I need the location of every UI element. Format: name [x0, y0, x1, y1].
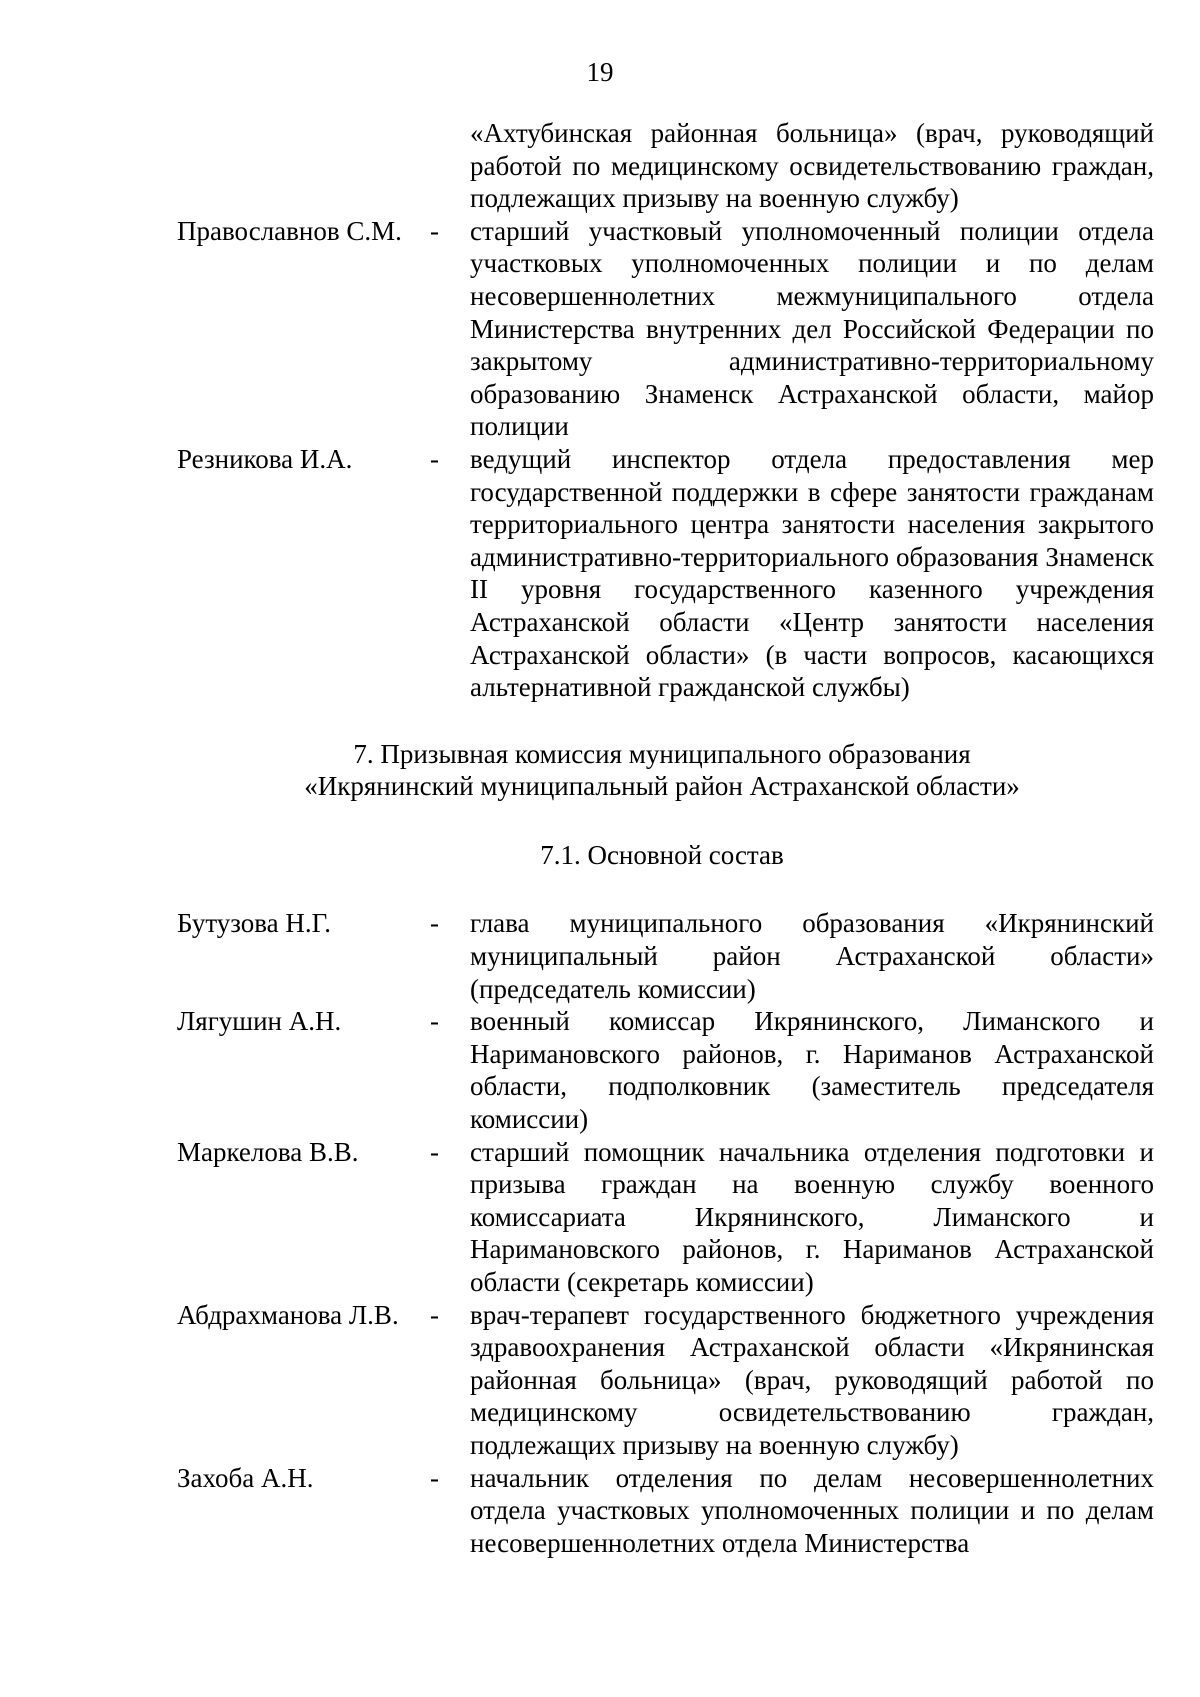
- member-name: Бутузова Н.Г.: [177, 908, 331, 939]
- member-description: ведущий инспектор отдела предоставления мер государственной поддержки в сфере занятости гражданам территориального центра занятости населения закрытого административно-территориального образования Знаменск II уровня государственного казенного учреждения Астраханской области «Центр занятости населения Астраханской области» (в части вопросов, касающихся альтернативной гражданской службы): [470, 443, 1154, 703]
- member-dash: -: [430, 908, 439, 939]
- member-row: [177, 215, 1157, 443]
- member-description: «Ахтубинская районная больница» (врач, руководящий работой по медицинскому освидетельствованию граждан, подлежащих призыву на военную службу): [470, 118, 1154, 214]
- page-number: 19: [586, 57, 614, 87]
- subsection-title: 7.1. Основной состав: [540, 839, 784, 870]
- member-name: Резникова И.А.: [177, 443, 353, 474]
- member-row: [177, 443, 1157, 704]
- member-dash: -: [430, 1462, 439, 1493]
- document-body: [177, 117, 1157, 1559]
- member-description: глава муниципального образования «Икрянинский муниципальный район Астраханской области» (председатель комиссии): [470, 908, 1154, 1004]
- member-dash: -: [430, 443, 439, 474]
- member-name: Православнов С.М.: [177, 215, 402, 246]
- member-dash: -: [430, 1136, 439, 1167]
- member-dash: -: [430, 1006, 439, 1037]
- member-row: [177, 1462, 1157, 1560]
- member-row: [177, 1005, 1157, 1135]
- member-row-continuation: [177, 117, 1157, 215]
- section-title: [177, 738, 1147, 803]
- member-description: старший помощник начальника отделения подготовки и призыва граждан на военную службу военного комиссариата Икрянинского, Лиманского и Наримановского районов, г. Нариманов Астраханской области (секретарь комиссии): [470, 1136, 1154, 1297]
- member-description: военный комиссар Икрянинского, Лиманского и Наримановского районов, г. Нариманов Астраханской области, подполковник (заместитель председателя комиссии): [470, 1006, 1154, 1135]
- member-row: [177, 907, 1157, 1005]
- member-row: [177, 1136, 1157, 1299]
- member-name: Захоба А.Н.: [177, 1462, 314, 1493]
- member-description: старший участковый уполномоченный полиции отдела участковых уполномоченных полиции и по делам несовершеннолетних межмуниципального отдела Министерства внутренних дел Российской Федерации по закрытому административно-территориальному образованию Знаменск Астраханской области, майор полиции: [470, 215, 1154, 442]
- section-title-line-2: «Икрянинский муниципальный район Астраханской области»: [304, 771, 1020, 802]
- member-description: врач-терапевт государственного бюджетного учреждения здравоохранения Астраханской области «Икрянинская районная больница» (врач, руководящий работой по медицинскому освидетельствованию граждан, подлежащих призыву на военную службу): [470, 1299, 1154, 1460]
- member-name: Абдрахманова Л.В.: [177, 1299, 399, 1330]
- member-name: Маркелова В.В.: [177, 1136, 359, 1167]
- section-title-line-1: 7. Призывная комиссия муниципального образования: [353, 738, 971, 769]
- member-dash: -: [430, 215, 439, 246]
- member-row: [177, 1299, 1157, 1462]
- member-dash: -: [430, 1299, 439, 1330]
- member-description: начальник отделения по делам несовершеннолетних отдела участковых уполномоченных полиции и по делам несовершеннолетних отдела Министерства: [470, 1462, 1154, 1558]
- member-name: Лягушин А.Н.: [177, 1006, 342, 1037]
